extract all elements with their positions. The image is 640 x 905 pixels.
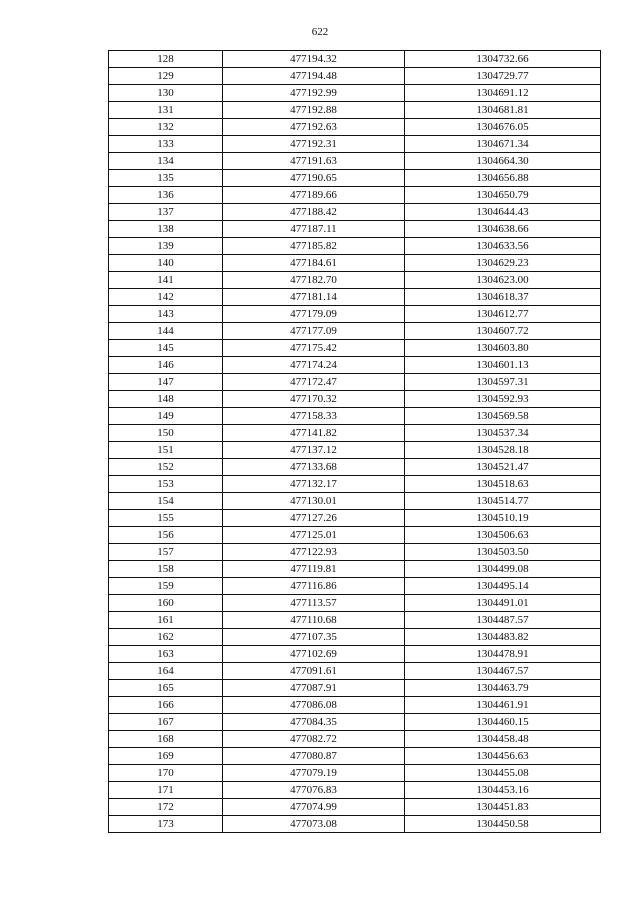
- table-row: [109, 442, 601, 459]
- x-coordinate-cell: 477122.93: [223, 544, 405, 561]
- point-number-cell: 156: [109, 527, 223, 544]
- point-number-cell: 170: [109, 765, 223, 782]
- table-row: [109, 816, 601, 833]
- point-number-cell: 135: [109, 170, 223, 187]
- point-number-cell: 149: [109, 408, 223, 425]
- x-coordinate-cell: 477130.01: [223, 493, 405, 510]
- y-coordinate-cell: 1304618.37: [405, 289, 601, 306]
- table-row: [109, 153, 601, 170]
- x-coordinate-cell: 477188.42: [223, 204, 405, 221]
- point-number-cell: 158: [109, 561, 223, 578]
- point-number-cell: 161: [109, 612, 223, 629]
- y-coordinate-cell: 1304671.34: [405, 136, 601, 153]
- x-coordinate-cell: 477119.81: [223, 561, 405, 578]
- table-row: [109, 544, 601, 561]
- table-row: [109, 782, 601, 799]
- y-coordinate-cell: 1304463.79: [405, 680, 601, 697]
- x-coordinate-cell: 477079.19: [223, 765, 405, 782]
- y-coordinate-cell: 1304483.82: [405, 629, 601, 646]
- table-row: [109, 102, 601, 119]
- x-coordinate-cell: 477107.35: [223, 629, 405, 646]
- table-row: [109, 68, 601, 85]
- y-coordinate-cell: 1304518.63: [405, 476, 601, 493]
- table-row: [109, 697, 601, 714]
- table-row: [109, 731, 601, 748]
- y-coordinate-cell: 1304537.34: [405, 425, 601, 442]
- page-number: 622: [311, 26, 329, 38]
- point-number-cell: 133: [109, 136, 223, 153]
- y-coordinate-cell: 1304656.88: [405, 170, 601, 187]
- y-coordinate-cell: 1304569.58: [405, 408, 601, 425]
- x-coordinate-cell: 477192.99: [223, 85, 405, 102]
- table-row: [109, 765, 601, 782]
- point-number-cell: 147: [109, 374, 223, 391]
- table-row: [109, 289, 601, 306]
- x-coordinate-cell: 477080.87: [223, 748, 405, 765]
- x-coordinate-cell: 477192.63: [223, 119, 405, 136]
- x-coordinate-cell: 477172.47: [223, 374, 405, 391]
- point-number-cell: 155: [109, 510, 223, 527]
- y-coordinate-cell: 1304521.47: [405, 459, 601, 476]
- point-number-cell: 164: [109, 663, 223, 680]
- point-number-cell: 130: [109, 85, 223, 102]
- table-row: [109, 255, 601, 272]
- y-coordinate-cell: 1304503.50: [405, 544, 601, 561]
- y-coordinate-cell: 1304495.14: [405, 578, 601, 595]
- table-row: [109, 748, 601, 765]
- x-coordinate-cell: 477185.82: [223, 238, 405, 255]
- table-row: [109, 612, 601, 629]
- coordinates-table: [108, 50, 601, 833]
- x-coordinate-cell: 477141.82: [223, 425, 405, 442]
- table-row: [109, 714, 601, 731]
- x-coordinate-cell: 477086.08: [223, 697, 405, 714]
- table-row: [109, 187, 601, 204]
- y-coordinate-cell: 1304467.57: [405, 663, 601, 680]
- y-coordinate-cell: 1304506.63: [405, 527, 601, 544]
- point-number-cell: 165: [109, 680, 223, 697]
- point-number-cell: 128: [109, 51, 223, 68]
- x-coordinate-cell: 477132.17: [223, 476, 405, 493]
- y-coordinate-cell: 1304461.91: [405, 697, 601, 714]
- table-row: [109, 221, 601, 238]
- point-number-cell: 168: [109, 731, 223, 748]
- y-coordinate-cell: 1304629.23: [405, 255, 601, 272]
- x-coordinate-cell: 477192.88: [223, 102, 405, 119]
- x-coordinate-cell: 477137.12: [223, 442, 405, 459]
- point-number-cell: 162: [109, 629, 223, 646]
- table-row: [109, 85, 601, 102]
- y-coordinate-cell: 1304491.01: [405, 595, 601, 612]
- y-coordinate-cell: 1304732.66: [405, 51, 601, 68]
- table-row: [109, 391, 601, 408]
- x-coordinate-cell: 477177.09: [223, 323, 405, 340]
- point-number-cell: 138: [109, 221, 223, 238]
- point-number-cell: 136: [109, 187, 223, 204]
- table-row: [109, 170, 601, 187]
- x-coordinate-cell: 477181.14: [223, 289, 405, 306]
- x-coordinate-cell: 477158.33: [223, 408, 405, 425]
- y-coordinate-cell: 1304487.57: [405, 612, 601, 629]
- table-row: [109, 510, 601, 527]
- table-row: [109, 272, 601, 289]
- point-number-cell: 159: [109, 578, 223, 595]
- x-coordinate-cell: 477170.32: [223, 391, 405, 408]
- x-coordinate-cell: 477192.31: [223, 136, 405, 153]
- table-row: [109, 51, 601, 68]
- x-coordinate-cell: 477082.72: [223, 731, 405, 748]
- table-row: [109, 578, 601, 595]
- x-coordinate-cell: 477125.01: [223, 527, 405, 544]
- point-number-cell: 142: [109, 289, 223, 306]
- y-coordinate-cell: 1304729.77: [405, 68, 601, 85]
- point-number-cell: 151: [109, 442, 223, 459]
- y-coordinate-cell: 1304638.66: [405, 221, 601, 238]
- point-number-cell: 132: [109, 119, 223, 136]
- y-coordinate-cell: 1304456.63: [405, 748, 601, 765]
- y-coordinate-cell: 1304633.56: [405, 238, 601, 255]
- point-number-cell: 157: [109, 544, 223, 561]
- table-row: [109, 663, 601, 680]
- point-number-cell: 152: [109, 459, 223, 476]
- x-coordinate-cell: 477179.09: [223, 306, 405, 323]
- point-number-cell: 169: [109, 748, 223, 765]
- point-number-cell: 137: [109, 204, 223, 221]
- point-number-cell: 171: [109, 782, 223, 799]
- x-coordinate-cell: 477194.48: [223, 68, 405, 85]
- table-row: [109, 340, 601, 357]
- y-coordinate-cell: 1304510.19: [405, 510, 601, 527]
- y-coordinate-cell: 1304528.18: [405, 442, 601, 459]
- y-coordinate-cell: 1304676.05: [405, 119, 601, 136]
- y-coordinate-cell: 1304644.43: [405, 204, 601, 221]
- point-number-cell: 173: [109, 816, 223, 833]
- point-number-cell: 144: [109, 323, 223, 340]
- table-row: [109, 408, 601, 425]
- y-coordinate-cell: 1304597.31: [405, 374, 601, 391]
- point-number-cell: 154: [109, 493, 223, 510]
- x-coordinate-cell: 477087.91: [223, 680, 405, 697]
- x-coordinate-cell: 477113.57: [223, 595, 405, 612]
- table-row: [109, 425, 601, 442]
- x-coordinate-cell: 477184.61: [223, 255, 405, 272]
- y-coordinate-cell: 1304514.77: [405, 493, 601, 510]
- table-row: [109, 459, 601, 476]
- table-row: [109, 629, 601, 646]
- table-row: [109, 374, 601, 391]
- table-row: [109, 306, 601, 323]
- x-coordinate-cell: 477074.99: [223, 799, 405, 816]
- table-row: [109, 799, 601, 816]
- x-coordinate-cell: 477076.83: [223, 782, 405, 799]
- point-number-cell: 166: [109, 697, 223, 714]
- y-coordinate-cell: 1304603.80: [405, 340, 601, 357]
- y-coordinate-cell: 1304460.15: [405, 714, 601, 731]
- x-coordinate-cell: 477175.42: [223, 340, 405, 357]
- y-coordinate-cell: 1304450.58: [405, 816, 601, 833]
- x-coordinate-cell: 477190.65: [223, 170, 405, 187]
- x-coordinate-cell: 477174.24: [223, 357, 405, 374]
- table-row: [109, 119, 601, 136]
- point-number-cell: 140: [109, 255, 223, 272]
- point-number-cell: 141: [109, 272, 223, 289]
- y-coordinate-cell: 1304664.30: [405, 153, 601, 170]
- point-number-cell: 153: [109, 476, 223, 493]
- point-number-cell: 129: [109, 68, 223, 85]
- y-coordinate-cell: 1304681.81: [405, 102, 601, 119]
- point-number-cell: 167: [109, 714, 223, 731]
- y-coordinate-cell: 1304455.08: [405, 765, 601, 782]
- table-row: [109, 646, 601, 663]
- table-row: [109, 204, 601, 221]
- y-coordinate-cell: 1304691.12: [405, 85, 601, 102]
- y-coordinate-cell: 1304451.83: [405, 799, 601, 816]
- point-number-cell: 143: [109, 306, 223, 323]
- table-row: [109, 476, 601, 493]
- point-number-cell: 146: [109, 357, 223, 374]
- x-coordinate-cell: 477102.69: [223, 646, 405, 663]
- point-number-cell: 160: [109, 595, 223, 612]
- y-coordinate-cell: 1304612.77: [405, 306, 601, 323]
- point-number-cell: 172: [109, 799, 223, 816]
- x-coordinate-cell: 477110.68: [223, 612, 405, 629]
- table-row: [109, 680, 601, 697]
- point-number-cell: 134: [109, 153, 223, 170]
- table-row: [109, 357, 601, 374]
- point-number-cell: 145: [109, 340, 223, 357]
- x-coordinate-cell: 477189.66: [223, 187, 405, 204]
- y-coordinate-cell: 1304478.91: [405, 646, 601, 663]
- x-coordinate-cell: 477194.32: [223, 51, 405, 68]
- y-coordinate-cell: 1304453.16: [405, 782, 601, 799]
- table-row: [109, 527, 601, 544]
- coordinates-table-body: [109, 51, 601, 833]
- x-coordinate-cell: 477182.70: [223, 272, 405, 289]
- x-coordinate-cell: 477116.86: [223, 578, 405, 595]
- y-coordinate-cell: 1304650.79: [405, 187, 601, 204]
- table-row: [109, 323, 601, 340]
- y-coordinate-cell: 1304607.72: [405, 323, 601, 340]
- x-coordinate-cell: 477187.11: [223, 221, 405, 238]
- x-coordinate-cell: 477127.26: [223, 510, 405, 527]
- y-coordinate-cell: 1304623.00: [405, 272, 601, 289]
- table-row: [109, 493, 601, 510]
- x-coordinate-cell: 477191.63: [223, 153, 405, 170]
- point-number-cell: 150: [109, 425, 223, 442]
- point-number-cell: 131: [109, 102, 223, 119]
- table-row: [109, 238, 601, 255]
- y-coordinate-cell: 1304601.13: [405, 357, 601, 374]
- x-coordinate-cell: 477133.68: [223, 459, 405, 476]
- y-coordinate-cell: 1304499.08: [405, 561, 601, 578]
- table-row: [109, 595, 601, 612]
- x-coordinate-cell: 477084.35: [223, 714, 405, 731]
- point-number-cell: 148: [109, 391, 223, 408]
- x-coordinate-cell: 477091.61: [223, 663, 405, 680]
- point-number-cell: 139: [109, 238, 223, 255]
- table-row: [109, 136, 601, 153]
- y-coordinate-cell: 1304592.93: [405, 391, 601, 408]
- point-number-cell: 163: [109, 646, 223, 663]
- y-coordinate-cell: 1304458.48: [405, 731, 601, 748]
- table-row: [109, 561, 601, 578]
- x-coordinate-cell: 477073.08: [223, 816, 405, 833]
